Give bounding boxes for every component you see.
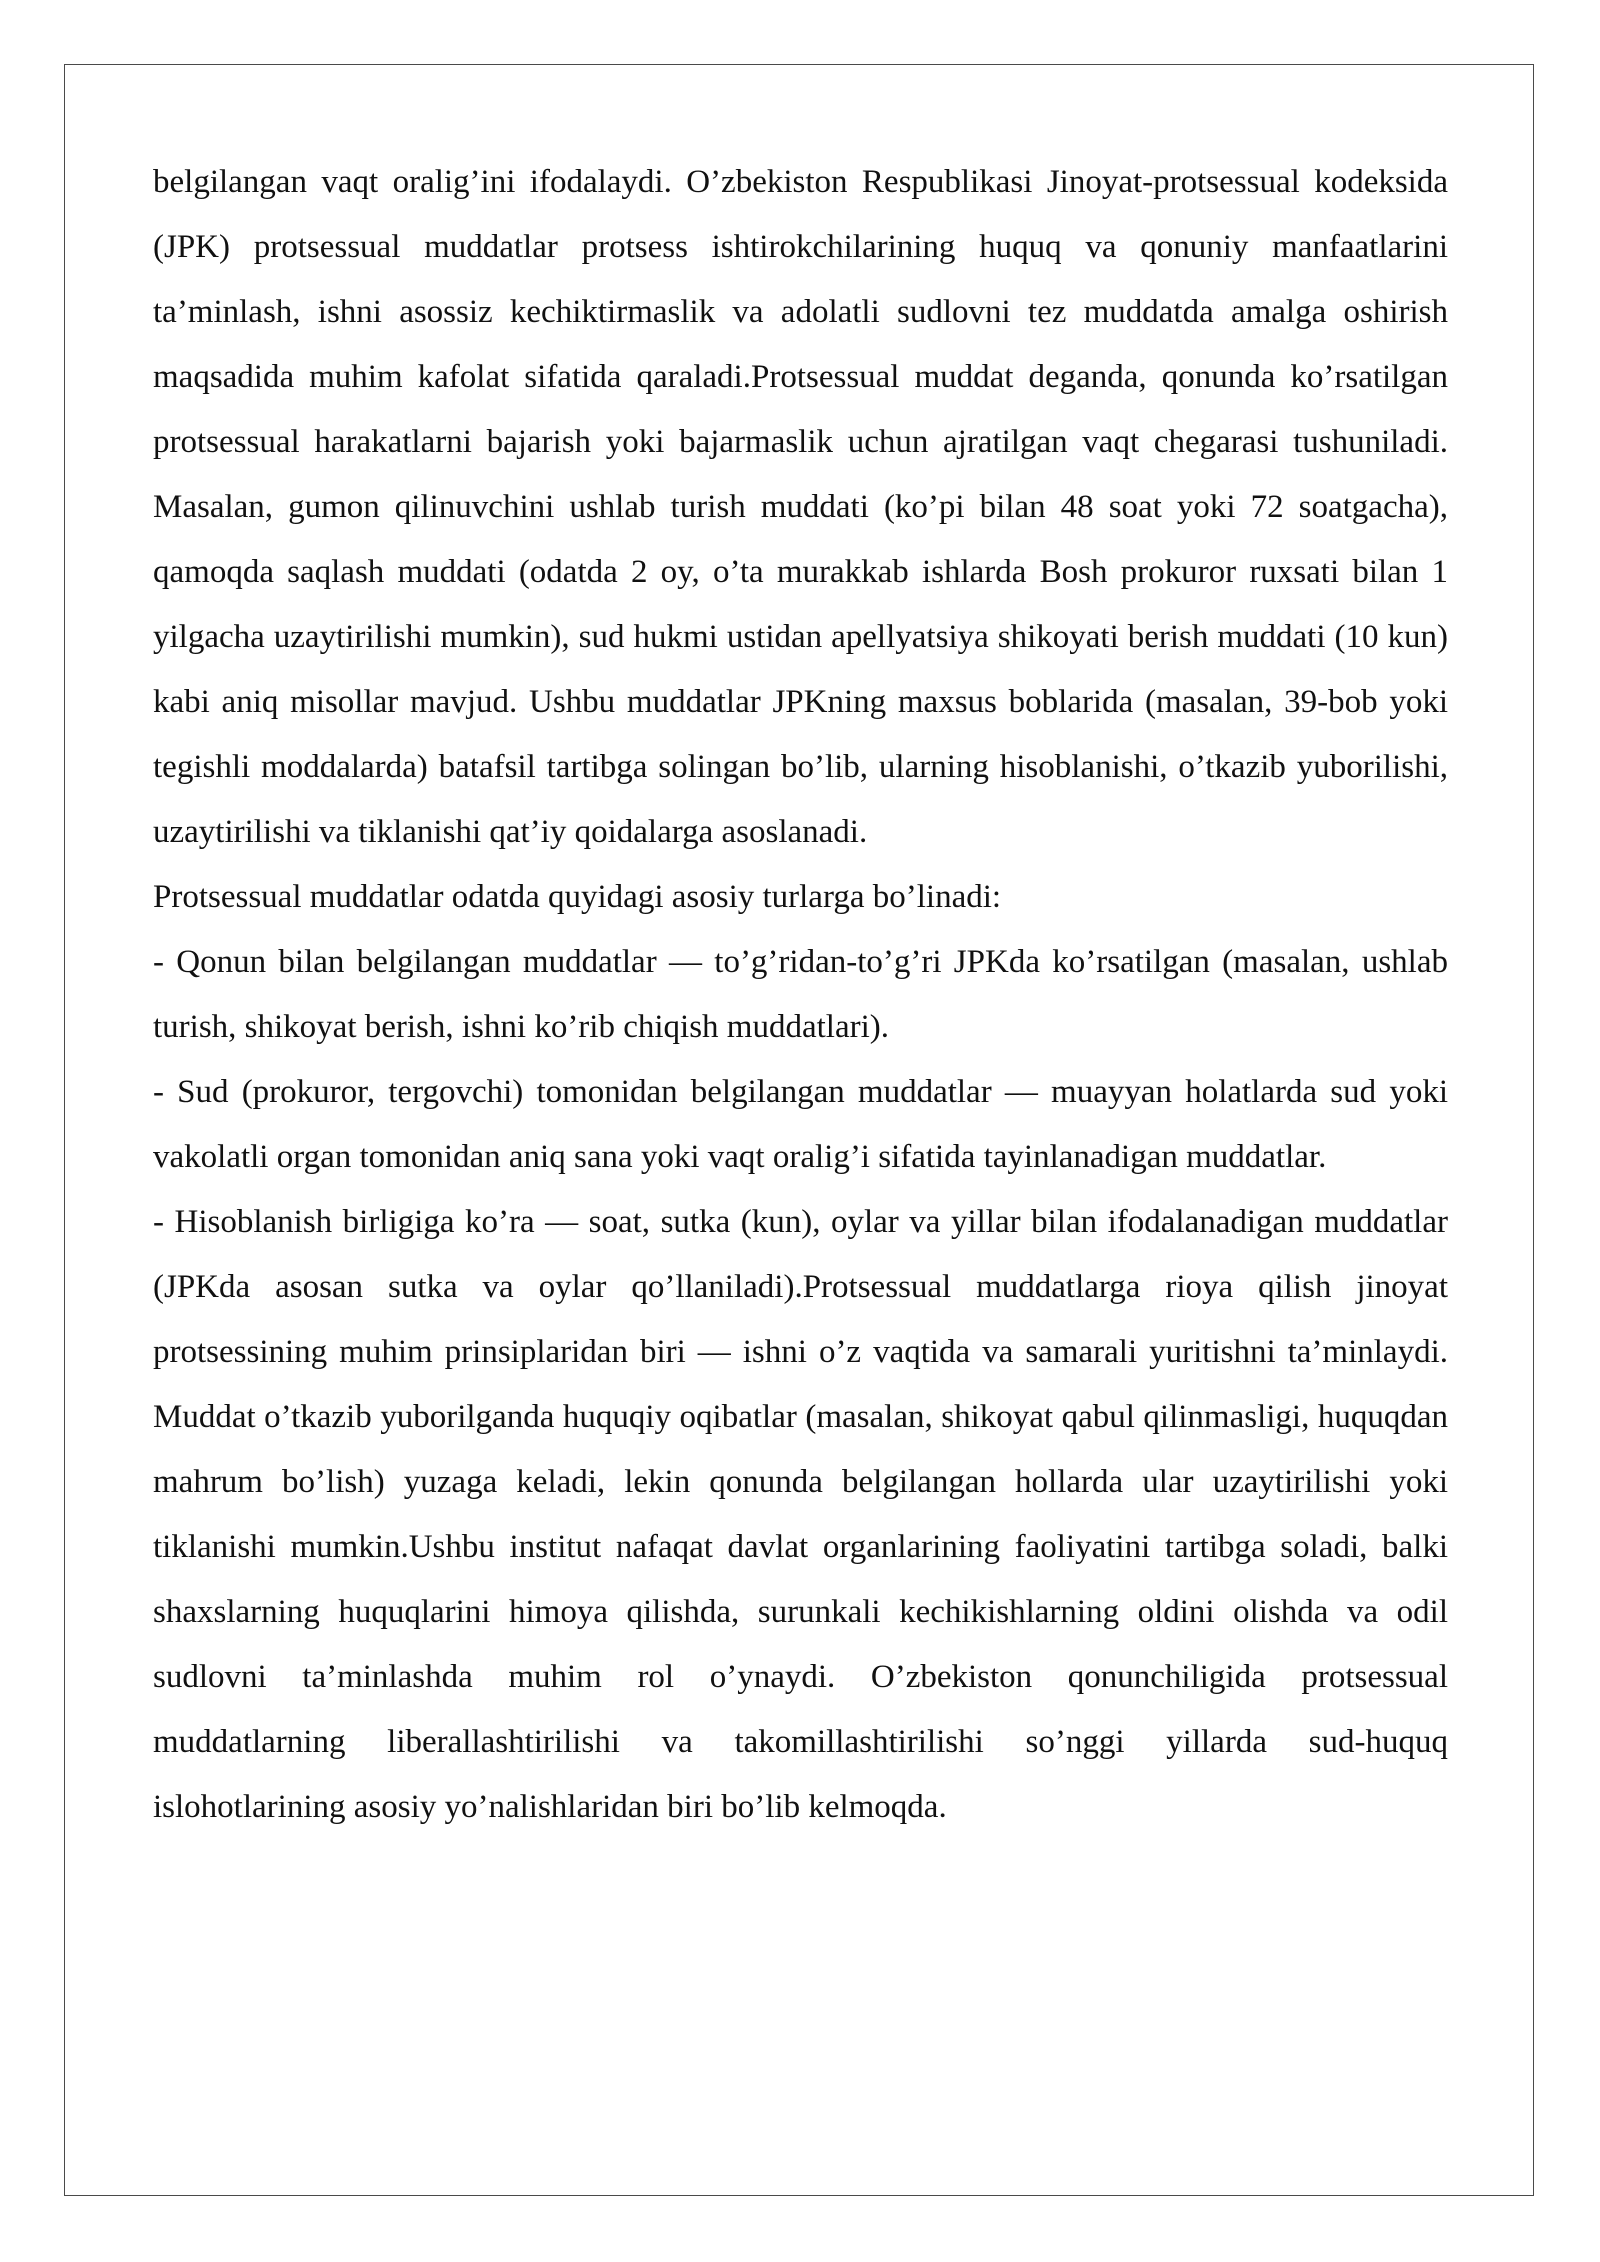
list-item-court-set-terms: - Sud (prokuror, tergovchi) tomonidan belgilangan muddatlar — muayyan holatlarda sud yoki vakolatli organ tomonidan aniq sana yoki vaqt oralig’i sifatida tayinlanadigan muddatlar. (153, 1074, 1448, 1175)
paragraph-intro: belgilangan vaqt oralig’ini ifodalaydi. O’zbekiston Respublikasi Jinoyat-protsessual kodeksida (JPK) protsessual muddatlar protsess ishtirokchilarining huquq va qonuniy manfaatlarini ta’minlash, ishni asossiz kechiktirmaslik va adolatli sudlovni tez muddatda amalga oshirish maqsadida muhim kafolat sifatida qaraladi.Protsessual muddat deganda, qonunda ko’rsatilgan protsessual harakatlarni bajarish yoki bajarmaslik uchun ajratilgan vaqt chegarasi tushuniladi. Masalan, gumon qilinuvchini ushlab turish muddati (ko’pi bilan 48 soat yoki 72 soatgacha), qamoqda saqlash muddati (odatda 2 oy, o’ta murakkab ishlarda Bosh prokuror ruxsati bilan 1 yilgacha uzaytirilishi mumkin), sud hukmi ustidan apellyatsiya shikoyati berish muddati (10 kun) kabi aniq misollar mavjud. Ushbu muddatlar JPKning maxsus boblarida (masalan, 39-bob yoki tegishli moddalarda) batafsil tartibga solingan bo’lib, ularning hisoblanishi, o’tkazib yuborilishi, uzaytirilishi va tiklanishi qat’iy qoidalarga asoslanadi. (153, 164, 1448, 850)
list-item-calculation-unit-terms: - Hisoblanish birligiga ko’ra — soat, sutka (kun), oylar va yillar bilan ifodalanadigan muddatlar (JPKda asosan sutka va oylar qo’llaniladi).Protsessual muddatlarga rioya qilish jinoyat protsessining muhim prinsiplaridan biri — ishni o’z vaqtida va samarali yuritishni ta’minlaydi. Muddat o’tkazib yuborilganda huquqiy oqibatlar (masalan, shikoyat qabul qilinmasligi, huquqdan mahrum bo’lish) yuzaga keladi, lekin qonunda belgilangan hollarda ular uzaytirilishi yoki tiklanishi mumkin.Ushbu institut nafaqat davlat organlarining faoliyatini tartibga soladi, balki shaxslarning huquqlarini himoya qilishda, surunkali kechikishlarning oldini olishda va odil sudlovni ta’minlashda muhim rol o’ynaydi. O’zbekiston qonunchiligida protsessual muddatlarning liberallashtirilishi va takomillashtirilishi so’nggi yillarda sud-huquq islohotlarining asosiy yo’nalishlaridan biri bo’lib kelmoqda. (153, 1204, 1448, 1825)
document-body (153, 150, 1448, 1840)
list-item-statutory-terms: - Qonun bilan belgilangan muddatlar — to’g’ridan-to’g’ri JPKda ko’rsatilgan (masalan, ushlab turish, shikoyat berish, ishni ko’rib chiqish muddatlari). (153, 944, 1448, 1045)
paragraph-types-heading: Protsessual muddatlar odatda quyidagi asosiy turlarga bo’linadi: (153, 879, 1002, 915)
